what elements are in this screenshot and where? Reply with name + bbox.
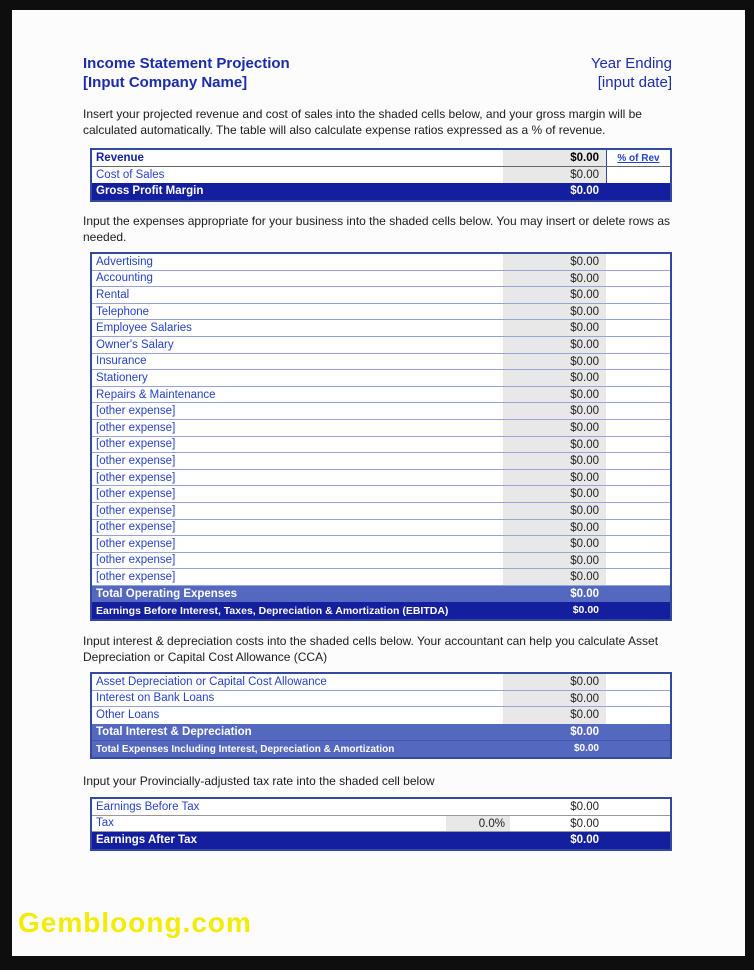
pct-of-rev-cell [606,832,670,849]
expense-label: Owner's Salary [96,338,174,351]
expense-input-cell[interactable]: $0.00 [503,520,606,536]
interest-instructions: Input interest & depreciation costs into the shaded cells below. Your accountant can help you calculate Asset Depreciation or Capital Cost Allowance (CCA) [83,634,659,664]
table-row [92,453,670,470]
table-row [92,354,670,371]
earnings-after-tax-row [92,832,670,849]
pct-of-rev-cell [606,287,670,303]
tax-table [90,797,672,851]
pct-of-rev-header[interactable]: % of Rev [606,150,670,166]
table-row [92,254,670,271]
pct-of-rev-cell [606,586,670,603]
expense-input-cell[interactable]: $0.00 [503,271,606,287]
total-operating-expenses-label: Total Operating Expenses [96,588,238,601]
expense-input-cell[interactable]: $0.00 [503,486,606,502]
table-row [92,707,670,724]
table-row [92,470,670,487]
asset-depreciation-label: Asset Depreciation or Capital Cost Allowance [96,675,327,688]
revenue-label: Revenue [96,151,144,164]
pct-of-rev-cell [606,254,670,270]
expenses-instructions: Input the expenses appropriate for your business into the shaded cells below. You may insert or delete rows as needed. [83,214,671,244]
revenue-instructions: Insert your projected revenue and cost of sales into the shaded cells below, and your gross margin will be calculated automatically. The table will also calculate expense ratios expressed as a % of revenue. [83,107,642,137]
document-page [12,10,745,956]
ebitda-label: Earnings Before Interest, Taxes, Depreciation & Amortization (EBITDA) [96,604,449,617]
table-row [92,816,670,833]
expense-input-cell[interactable]: $0.00 [503,354,606,370]
pct-of-rev-cell [606,167,670,184]
expense-input-cell[interactable]: $0.00 [503,503,606,519]
total-expenses-incl-row [92,740,670,757]
pct-of-rev-cell [606,602,670,619]
pct-of-rev-cell [606,691,670,707]
table-row [92,536,670,553]
cost-of-sales-label: Cost of Sales [96,168,165,181]
expense-input-cell[interactable]: $0.00 [503,553,606,569]
total-operating-expenses-value: $0.00 [570,587,599,600]
expense-label: Insurance [96,355,147,368]
earnings-before-tax-label: Earnings Before Tax [96,800,200,813]
other-expense-placeholder[interactable]: [other expense] [96,471,176,484]
other-expense-placeholder[interactable]: [other expense] [96,521,176,534]
expense-input-cell[interactable]: $0.00 [503,453,606,469]
table-row [92,304,670,321]
pct-of-rev-cell [606,503,670,519]
cost-of-sales-input-cell[interactable]: $0.00 [503,167,606,184]
expense-input-cell[interactable]: $0.00 [503,420,606,436]
interest-bank-loans-input-cell[interactable]: $0.00 [503,691,606,707]
pct-of-rev-cell [606,707,670,724]
revenue-table [90,148,672,202]
pct-of-rev-cell [606,354,670,370]
expense-input-cell[interactable]: $0.00 [503,287,606,303]
pct-of-rev-cell [606,453,670,469]
total-operating-expenses-row [92,586,670,603]
other-expense-placeholder[interactable]: [other expense] [96,554,176,567]
tax-value: $0.00 [570,817,599,830]
pct-of-rev-cell [606,486,670,502]
revenue-input-cell[interactable]: $0.00 [503,150,606,166]
table-row [92,437,670,454]
pct-of-rev-cell [606,470,670,486]
other-expense-placeholder[interactable]: [other expense] [96,421,176,434]
expense-label: Stationery [96,371,148,384]
table-row [92,569,670,586]
table-row [92,674,670,691]
pct-of-rev-cell [606,816,670,832]
other-expense-placeholder[interactable]: [other expense] [96,405,176,418]
page-header-right [591,54,672,92]
expense-label: Employee Salaries [96,322,192,335]
earnings-after-tax-label: Earnings After Tax [96,834,197,847]
expense-label: Repairs & Maintenance [96,388,216,401]
total-expenses-incl-value: $0.00 [573,743,599,755]
earnings-before-tax-value: $0.00 [570,801,599,813]
table-row [92,553,670,570]
expense-label: Advertising [96,255,153,268]
pct-of-rev-cell [606,403,670,419]
table-row-total [92,183,670,200]
company-name-placeholder[interactable]: [Input Company Name] [83,74,248,91]
tax-label: Tax [96,817,114,830]
pct-of-rev-cell [606,569,670,585]
total-interest-depreciation-row [92,724,670,741]
other-expense-placeholder[interactable]: [other expense] [96,488,176,501]
asset-depreciation-input-cell[interactable]: $0.00 [503,674,606,690]
pct-of-rev-cell [606,741,670,757]
ebitda-value: $0.00 [572,604,599,617]
other-expense-placeholder[interactable]: [other expense] [96,571,176,584]
table-row [92,337,670,354]
expense-input-cell[interactable]: $0.00 [503,470,606,486]
table-row [92,520,670,537]
earnings-after-tax-value: $0.00 [570,834,599,847]
other-expense-placeholder[interactable]: [other expense] [96,454,176,467]
expense-label: Accounting [96,272,153,285]
other-loans-label: Other Loans [96,709,160,722]
pct-of-rev-cell [606,337,670,353]
total-expenses-incl-label: Total Expenses Including Interest, Depreciation & Amortization [96,743,395,755]
total-interest-depreciation-value: $0.00 [570,725,599,738]
page-header-left [83,54,290,92]
expense-input-cell[interactable]: $0.00 [503,337,606,353]
table-row [92,799,670,816]
pct-of-rev-cell [606,387,670,403]
expense-label: Rental [96,288,130,301]
interest-bank-loans-label: Interest on Bank Loans [96,692,215,705]
watermark-text: Gembloong.com [18,907,252,938]
expense-input-cell[interactable]: $0.00 [503,437,606,453]
pct-of-rev-cell [606,420,670,436]
table-row [92,503,670,520]
pct-of-rev-cell [606,271,670,287]
pct-of-rev-cell [606,437,670,453]
tax-rate-input-cell[interactable]: 0.0% [446,816,510,832]
pct-of-rev-cell [606,320,670,336]
table-row [92,167,670,184]
table-row [92,691,670,708]
year-ending-label: Year Ending [590,55,672,72]
table-row [92,420,670,437]
ebitda-row [92,602,670,619]
pct-of-rev-cell [606,304,670,320]
table-row [92,370,670,387]
pct-of-rev-cell [606,724,670,741]
pct-of-rev-cell [606,799,670,815]
input-date-placeholder[interactable]: [input date] [597,74,672,91]
other-expense-placeholder[interactable]: [other expense] [96,504,176,517]
expense-input-cell[interactable]: $0.00 [503,304,606,320]
gross-profit-margin-label: Gross Profit Margin [96,185,204,198]
total-interest-depreciation-label: Total Interest & Depreciation [96,726,252,739]
expense-input-cell[interactable]: $0.00 [503,387,606,403]
table-row [92,486,670,503]
other-expense-placeholder[interactable]: [other expense] [96,438,176,451]
table-row [92,403,670,420]
expense-input-cell[interactable]: $0.00 [503,320,606,336]
table-row [92,287,670,304]
pct-of-rev-cell [606,674,670,690]
expense-table [90,252,672,621]
interest-table [90,672,672,759]
table-row [92,387,670,404]
pct-of-rev-cell [606,183,670,200]
pct-of-rev-cell [606,553,670,569]
table-row [92,150,670,167]
tax-instructions: Input your Provincially-adjusted tax rate into the shaded cell below [83,774,435,788]
expense-input-cell[interactable]: $0.00 [503,254,606,270]
pct-of-rev-cell [606,520,670,536]
expense-label: Telephone [96,305,150,318]
expense-input-cell[interactable]: $0.00 [503,403,606,419]
expense-input-cell[interactable]: $0.00 [503,370,606,386]
gross-profit-margin-value: $0.00 [570,185,599,198]
table-row [92,320,670,337]
table-row [92,271,670,288]
pct-of-rev-cell [606,370,670,386]
other-loans-input-cell[interactable]: $0.00 [503,707,606,724]
expense-input-cell[interactable]: $0.00 [503,569,606,585]
expense-input-cell[interactable]: $0.00 [503,536,606,552]
page-title: Income Statement Projection [83,55,290,72]
other-expense-placeholder[interactable]: [other expense] [96,537,176,550]
pct-of-rev-cell [606,536,670,552]
